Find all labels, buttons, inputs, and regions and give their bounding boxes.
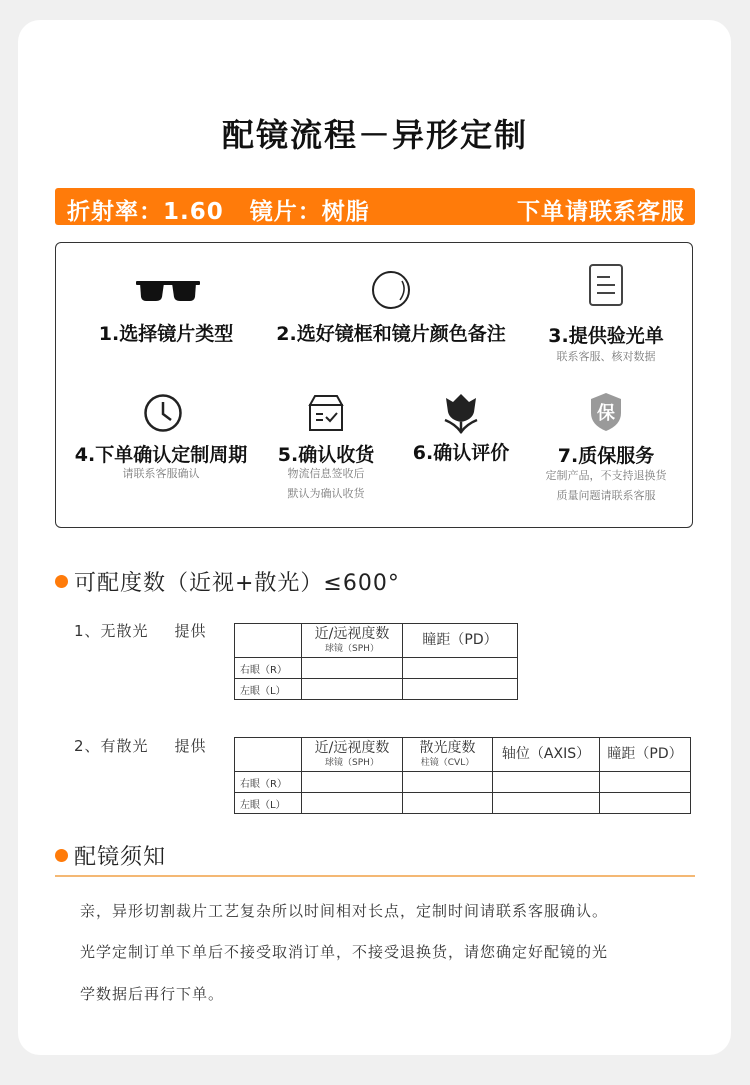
step-subtitle: 请联系客服确认 bbox=[122, 467, 200, 480]
step-subtitle: 质量问题请联系客服 bbox=[556, 489, 656, 502]
right-eye-label: 右眼（R） bbox=[235, 772, 302, 793]
notice-line-3: 学数据后再行下单。 bbox=[80, 985, 225, 1003]
provide-label: 提供 bbox=[174, 737, 207, 755]
pd-header: 瞳距（PD） bbox=[403, 624, 518, 658]
step-confirm-cycle bbox=[71, 388, 251, 518]
pd-input-right[interactable] bbox=[600, 772, 691, 793]
step-subtitle: 物流信息签收后 bbox=[287, 467, 365, 480]
step-title: 5.确认收货 bbox=[277, 444, 375, 466]
step-title: 7.质保服务 bbox=[557, 445, 655, 467]
sunglasses-icon bbox=[136, 277, 200, 307]
step-title: 4.下单确认定制周期 bbox=[74, 444, 248, 466]
step-choose-frame-color bbox=[271, 243, 511, 383]
clock-icon bbox=[143, 393, 183, 437]
step-title: 1.选择镜片类型 bbox=[98, 323, 234, 345]
astigmatism-label: 2、有散光 提供 bbox=[74, 737, 207, 755]
left-eye-label: 左眼（L） bbox=[235, 679, 302, 700]
step-title: 2.选好镜框和镜片颜色备注 bbox=[276, 323, 506, 345]
delivery-box-icon bbox=[307, 393, 345, 437]
orange-bullet bbox=[55, 575, 68, 588]
sph-header: 近/远视度数 球镜（SPH） bbox=[302, 624, 403, 658]
orange-bullet bbox=[55, 849, 68, 862]
pd-header: 瞳距（PD） bbox=[600, 738, 691, 772]
page-title: 配镜流程－异形定制 bbox=[221, 116, 528, 154]
lens-circle-icon bbox=[370, 269, 412, 315]
sph-header: 近/远视度数 球镜（SPH） bbox=[302, 738, 403, 772]
axis-header: 轴位（AXIS） bbox=[493, 738, 600, 772]
step-title: 3.提供验光单 bbox=[548, 325, 664, 347]
banner-specs bbox=[67, 193, 370, 226]
contact-service-link[interactable]: 下单请联系客服 bbox=[517, 199, 685, 225]
step-warranty-service bbox=[531, 388, 681, 518]
notice-line-2: 光学定制订单下单后不接受取消订单，不接受退换货，请您确定好配镜的光 bbox=[80, 943, 609, 961]
svg-text:保: 保 bbox=[597, 403, 615, 424]
pd-input-left[interactable] bbox=[600, 793, 691, 814]
notice-divider bbox=[55, 875, 695, 877]
lens-material: 镜片：树脂 bbox=[249, 199, 370, 225]
prescription-table-astigmatism bbox=[234, 737, 691, 814]
step-subtitle: 联系客服、核对数据 bbox=[556, 350, 656, 363]
refraction-index: 折射率：1.60 bbox=[67, 199, 224, 225]
document-icon bbox=[588, 263, 624, 311]
notice-line-1: 亲，异形切割裁片工艺复杂所以时间相对长点，定制时间请联系客服确认。 bbox=[80, 902, 609, 920]
step-confirm-receipt bbox=[261, 388, 391, 518]
notice-heading: 配镜须知 bbox=[55, 840, 166, 871]
axis-input-left[interactable] bbox=[493, 793, 600, 814]
info-banner bbox=[55, 188, 695, 225]
provide-label: 提供 bbox=[174, 622, 207, 640]
pd-input-right[interactable] bbox=[403, 658, 518, 679]
sph-input-right[interactable] bbox=[302, 772, 403, 793]
flower-icon bbox=[443, 392, 479, 438]
step-select-lens-type bbox=[81, 243, 251, 383]
sph-input-right[interactable] bbox=[302, 658, 403, 679]
left-eye-label: 左眼（L） bbox=[235, 793, 302, 814]
axis-input-right[interactable] bbox=[493, 772, 600, 793]
prescription-heading: 可配度数（近视+散光）≤600° bbox=[55, 566, 400, 597]
step-provide-prescription bbox=[526, 243, 686, 383]
step-confirm-review bbox=[401, 388, 521, 518]
sph-input-left[interactable] bbox=[302, 679, 403, 700]
right-eye-label: 右眼（R） bbox=[235, 658, 302, 679]
cyl-header: 散光度数 柱镜（CVL） bbox=[403, 738, 493, 772]
no-astigmatism-label: 1、无散光 提供 bbox=[74, 622, 207, 640]
step-subtitle: 定制产品，不支持退换货 bbox=[545, 469, 667, 482]
sph-input-left[interactable] bbox=[302, 793, 403, 814]
process-steps-panel bbox=[55, 242, 693, 528]
warranty-shield-icon bbox=[588, 391, 624, 437]
pd-input-left[interactable] bbox=[403, 679, 518, 700]
cyl-input-right[interactable] bbox=[403, 772, 493, 793]
step-subtitle: 默认为确认收货 bbox=[287, 487, 365, 500]
prescription-table-no-astigmatism bbox=[234, 623, 518, 700]
step-title: 6.确认评价 bbox=[412, 442, 510, 464]
cyl-input-left[interactable] bbox=[403, 793, 493, 814]
